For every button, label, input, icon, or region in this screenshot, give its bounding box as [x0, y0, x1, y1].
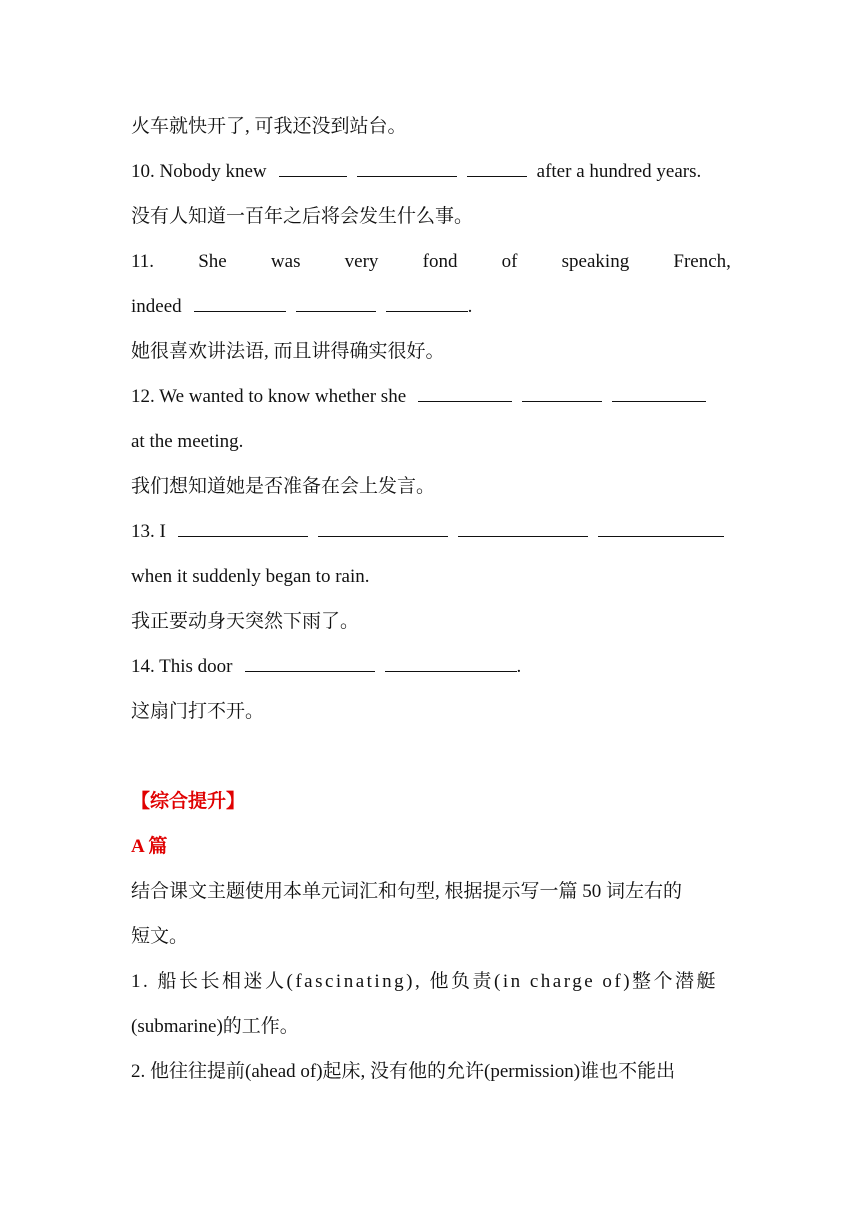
section-heading: 【综合提升】 [131, 791, 246, 812]
answer-blank[interactable] [279, 175, 347, 177]
answer-blank[interactable] [458, 535, 588, 537]
question-12-continued: at the meeting. [131, 431, 244, 452]
answer-blank[interactable] [612, 400, 706, 402]
word: very [344, 251, 379, 272]
question-text: 10. Nobody knew [131, 161, 267, 182]
answer-blank[interactable] [386, 310, 468, 312]
question-text: . [516, 656, 522, 677]
instruction-line: 结合课文主题使用本单元词汇和句型, 根据提示写一篇 50 词左右的 [131, 881, 683, 902]
question-13-continued: when it suddenly began to rain. [131, 566, 370, 587]
translation-line: 我正要动身天突然下雨了。 [131, 611, 360, 632]
prompt-item-2: 2. 他往往提前(ahead of)起床, 没有他的允许(permission)谁也不能出 [131, 1061, 676, 1082]
translation-line: 没有人知道一百年之后将会发生什么事。 [131, 206, 474, 227]
question-text: 13. I [131, 521, 166, 542]
question-text: indeed [131, 296, 182, 317]
translation-line: 她很喜欢讲法语, 而且讲得确实很好。 [131, 341, 445, 362]
answer-blank[interactable] [318, 535, 448, 537]
instruction-line: 短文。 [131, 926, 189, 947]
answer-blank[interactable] [418, 400, 512, 402]
answer-blank[interactable] [467, 175, 527, 177]
answer-blank[interactable] [598, 535, 724, 537]
translation-line: 火车就快开了, 可我还没到站台。 [131, 116, 407, 137]
question-text: 12. We wanted to know whether she [131, 386, 407, 407]
question-13 [131, 517, 731, 547]
question-10 [131, 157, 731, 187]
prompt-item-1: 1. 船长长相迷人(fascinating), 他负责(in charge of)整个潜艇 [131, 971, 719, 992]
answer-blank[interactable] [194, 310, 286, 312]
answer-blank[interactable] [357, 175, 457, 177]
word: French, [673, 251, 731, 272]
word: of [501, 251, 518, 272]
word: She [198, 251, 227, 272]
question-text: . [467, 296, 473, 317]
question-text: 14. This door [131, 656, 233, 677]
question-14 [131, 652, 731, 682]
answer-blank[interactable] [296, 310, 376, 312]
word: fond [422, 251, 458, 272]
answer-blank[interactable] [385, 670, 517, 672]
word: 11. [131, 251, 155, 272]
answer-blank[interactable] [178, 535, 308, 537]
question-11-continued [131, 292, 731, 322]
word: was [270, 251, 301, 272]
translation-line: 这扇门打不开。 [131, 701, 265, 722]
answer-blank[interactable] [245, 670, 375, 672]
question-text: after a hundred years. [536, 161, 702, 182]
answer-blank[interactable] [522, 400, 602, 402]
subsection-heading: A 篇 [131, 836, 168, 857]
translation-line: 我们想知道她是否准备在会上发言。 [131, 476, 436, 497]
question-12 [131, 382, 731, 412]
word: speaking [561, 251, 630, 272]
question-11 [131, 247, 731, 277]
prompt-item-1-continued: (submarine)的工作。 [131, 1016, 299, 1037]
